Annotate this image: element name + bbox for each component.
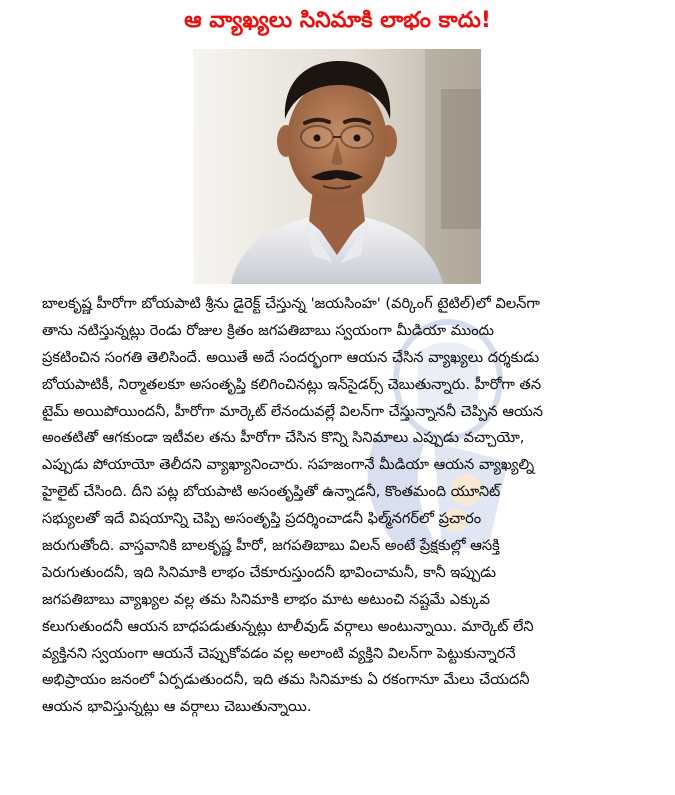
article-line: జరుగుతోంది. వాస్తవానికి బాలకృష్ణ హీరో, జగపతిబాబు విలన్ అంటే ప్రేక్షకుల్లో ఆసక్తి: [42, 537, 500, 555]
article-line: బోయపాటికీ, నిర్మాతలకూ అసంతృప్తి కలిగించినట్లు ఇన్‌సైడర్స్ చెబుతున్నారు. హీరోగా తన: [42, 375, 542, 393]
article-line: తాను నటిస్తున్నట్లు రెండు రోజుల క్రితం జగపతిబాబు స్వయంగా మీడియా ముందు: [42, 321, 494, 339]
article-body: [42, 291, 662, 721]
article-line: పెరుగుతుందనీ, ఇది సినిమాకి లాభం చేకూరుస్తుందనీ భావించామనీ, కానీ ఇప్పుడు: [42, 563, 497, 581]
article-line: అంతటితో ఆగకుండా ఇటీవల తను హీరోగా చేసిన కొన్ని సినిమాలు ఎప్పుడు వచ్చాయో,: [42, 429, 525, 447]
portrait-photo-icon: [193, 49, 481, 284]
article-line: జగపతిబాబు వ్యాఖ్యల వల్ల తమ సినిమాకి లాభం మాట అటుంచి నష్టమే ఎక్కువ: [42, 590, 490, 608]
article-line: సభ్యులతో ఇదే విషయాన్ని చెప్పి అసంతృప్తి ప్రదర్శించాడనీ ఫిల్మ్‌నగర్‌లో ప్రచారం: [42, 510, 482, 528]
article-line: టైమ్ అయిపోయిందనీ, హీరోగా మార్కెట్ లేనందువల్లే విలన్‌గా చేస్తున్నాననీ చెప్పిన ఆయన: [42, 402, 543, 420]
article-line: ఆయన భావిస్తున్నట్లు ఆ వర్గాలు చెబుతున్నాయి.: [42, 698, 312, 716]
article-line: ఎప్పుడు పోయాయో తెలీదని వ్యాఖ్యానించారు. సహజంగానే మీడియా ఆయన వ్యాఖ్యల్ని: [42, 456, 535, 474]
article-line: ప్రకటించిన సంగతి తెలిసిందే. అయితే అదే సందర్భంగా ఆయన చేసిన వ్యాఖ్యలు దర్శకుడు: [42, 348, 540, 366]
portrait-photo: [193, 49, 481, 284]
article-headline: ఆ వ్యాఖ్యలు సినిమాకి లాభం కాదు!: [184, 8, 491, 33]
article-line: బాలకృష్ణ హీరోగా బోయపాటి శ్రీను డైరెక్ట్ చేస్తున్న 'జయసింహ' (వర్కింగ్ టైటిల్)లో విలన్‌గా: [42, 295, 540, 312]
article-line: వ్యక్తినని స్వయంగా ఆయనే చెప్పుకోవడం వల్ల అలాంటి వ్యక్తిని విలన్‌గా పెట్టుకున్నారనే: [42, 644, 516, 662]
article-line: కలుగుతుందనీ ఆయన బాధపడుతున్నట్లు టాలీవుడ్ వర్గాలు అంటున్నాయి. మార్కెట్ లేని: [42, 617, 534, 635]
article-line: అభిప్రాయం జనంలో ఏర్పడుతుందనీ, ఇది తమ సినిమాకు ఏ రకంగానూ మేలు చేయదనీ: [42, 671, 530, 689]
article-line: హైలైట్ చేసింది. దీని పట్ల బోయపాటి అసంతృప్తితో ఉన్నాడనీ, కొంతమంది యూనిట్: [42, 483, 501, 501]
